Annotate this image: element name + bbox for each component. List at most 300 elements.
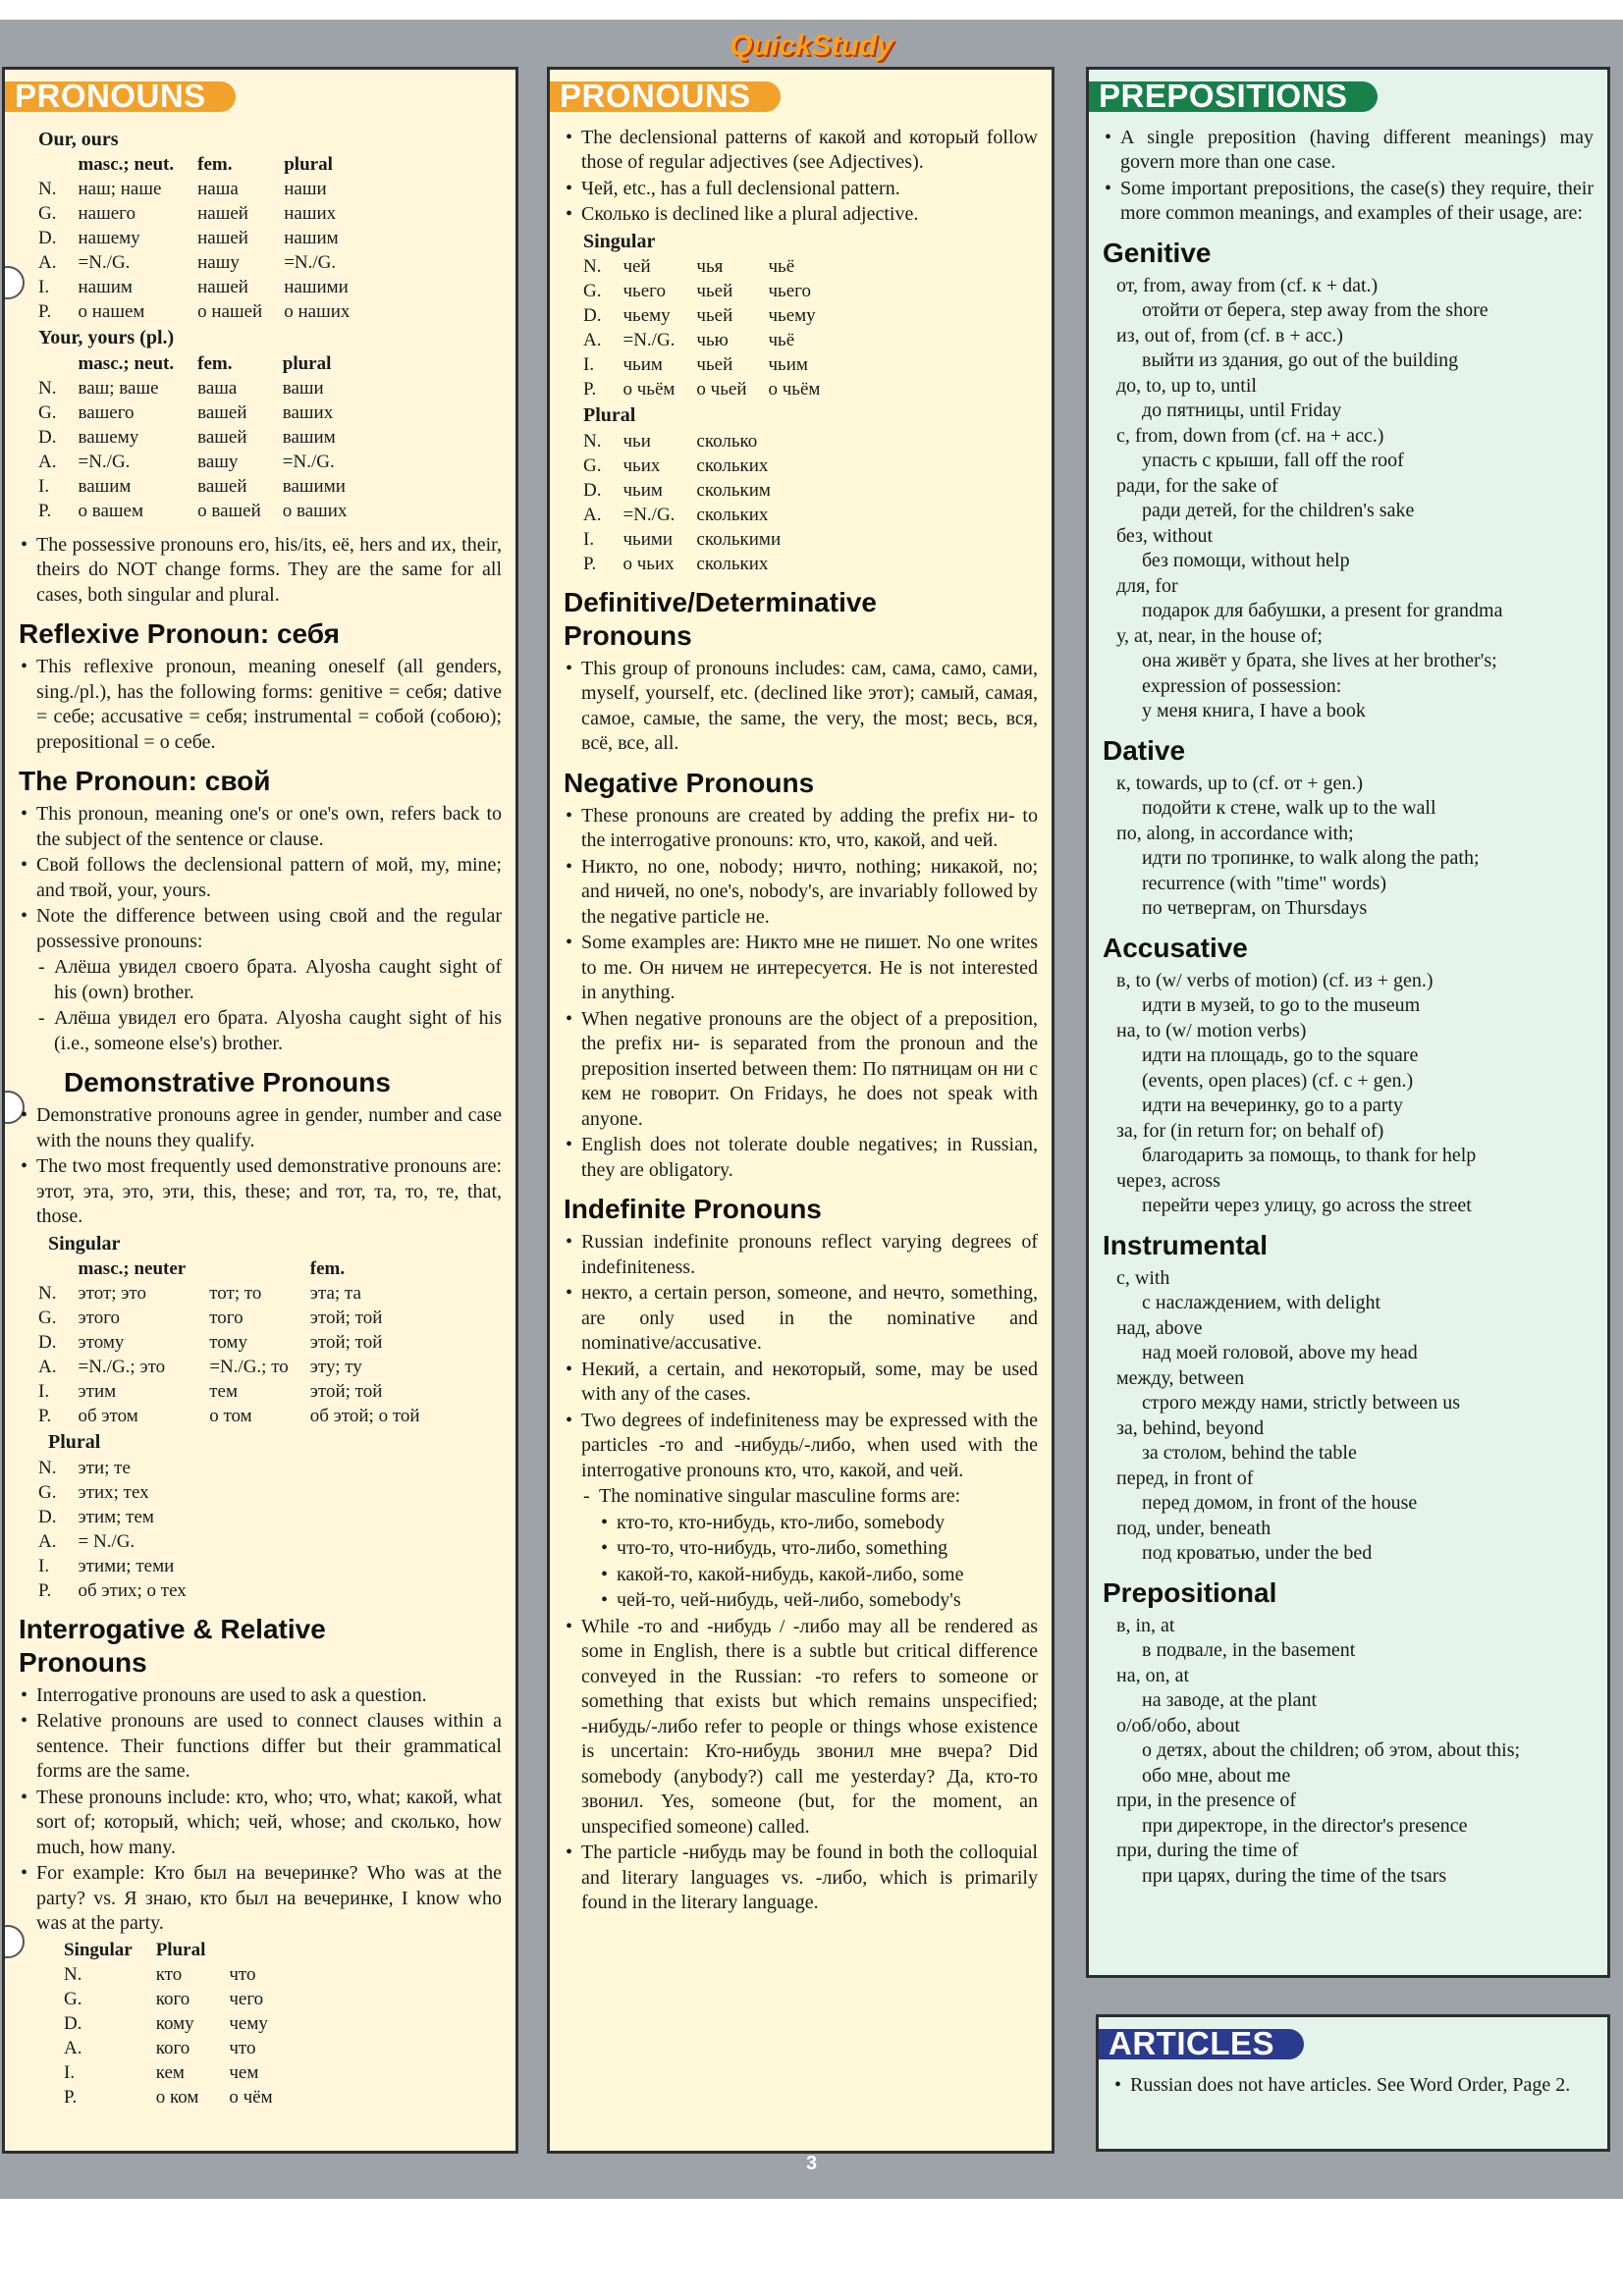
case-label: G. xyxy=(38,1481,57,1503)
case-label: N. xyxy=(38,1283,57,1304)
table-title: Your, yours (pl.) xyxy=(38,327,175,348)
table-row xyxy=(38,275,371,299)
case-label: G. xyxy=(583,281,602,301)
table-cell: о наших xyxy=(284,301,351,322)
preposition-entry xyxy=(1103,1839,1594,1889)
table-row xyxy=(38,1404,442,1428)
table-row xyxy=(38,425,368,450)
list-item: • These pronouns are created by adding the prefix ни- to the interrogative pronouns: кто, что, какой, and чей. xyxy=(564,804,1038,854)
preposition-meaning: по, along, in accordance with; xyxy=(1116,822,1354,844)
header-cell: Plural xyxy=(155,1939,206,1960)
section-heading: Instrumental xyxy=(1103,1229,1269,1260)
table-row xyxy=(38,1379,442,1404)
table-cell: тем xyxy=(209,1381,238,1402)
list-item: • Чей, etc., has a full declensional pattern. xyxy=(564,177,1038,202)
table-cell: чем xyxy=(229,2061,259,2083)
usage-example: упасть с крыши, fall off the roof xyxy=(1142,450,1404,471)
table-title: Plural xyxy=(48,1431,101,1453)
table-cell: чьими xyxy=(622,528,674,550)
instrumental-entries xyxy=(1103,1266,1594,1567)
preposition-entry xyxy=(1103,969,1594,1019)
table-cell: нашей xyxy=(197,228,248,248)
table-cell: нашего xyxy=(78,203,135,224)
preposition-entry xyxy=(1103,822,1594,922)
table-cell: кому xyxy=(155,2012,194,2034)
usage-example: за столом, behind the table xyxy=(1142,1442,1357,1464)
list-item: • некто, a certain person, someone, and нечто, something, are only used in the nominative and nominative/accusative. xyxy=(564,1281,1038,1357)
table-cell: чьим xyxy=(768,354,808,375)
table-cell: нашим xyxy=(284,228,339,248)
table-cell: чьего xyxy=(622,281,666,301)
usage-example: строго между нами, strictly between us xyxy=(1142,1392,1460,1414)
table-row xyxy=(38,1578,208,1603)
usage-example: она живёт у брата, she lives at her brother's; xyxy=(1142,650,1497,671)
table-cell: о том xyxy=(209,1406,252,1426)
usage-example: expression of possession: xyxy=(1142,674,1342,697)
case-label: D. xyxy=(38,1332,57,1353)
case-label: N. xyxy=(64,1963,82,1985)
page-number: 3 xyxy=(805,2153,818,2174)
case-label: A. xyxy=(583,504,602,525)
table-row xyxy=(64,2011,295,2036)
section-banner: PRONOUNS xyxy=(550,81,781,112)
section-heading: Negative Pronouns xyxy=(564,767,815,798)
section-heading: Genitive xyxy=(1103,237,1212,268)
table-cell: о нашем xyxy=(78,301,145,322)
preposition-entry xyxy=(1103,274,1594,324)
usage-example: у меня книга, I have a book xyxy=(1142,700,1366,721)
preposition-meaning: за, behind, beyond xyxy=(1116,1416,1265,1439)
case-label: P. xyxy=(38,1579,52,1601)
preposition-entry xyxy=(1103,574,1594,624)
table-cell: о чём xyxy=(229,2086,273,2108)
table-row xyxy=(583,377,841,401)
table-cell: об этой; о той xyxy=(309,1406,420,1426)
case-label: D. xyxy=(38,228,57,248)
dative-entries xyxy=(1103,772,1594,922)
preposition-entry xyxy=(1103,1664,1594,1714)
list-item: • Relative pronouns are used to connect clauses within a sentence. Their functions differ but their grammatical forms are the same. xyxy=(19,1709,502,1785)
table-cell: чьему xyxy=(622,305,671,326)
table-row xyxy=(583,429,802,454)
possessive-note: • The possessive pronouns его, his/its, её, hers and их, their, theirs do NOT change forms. They are the same for all cases, both singular and plural. xyxy=(19,533,502,609)
header-cell xyxy=(38,351,78,376)
table-cell: нашей xyxy=(197,203,248,224)
section-heading: Pronouns xyxy=(564,619,692,651)
case-label: N. xyxy=(583,430,602,452)
case-label: A. xyxy=(38,1357,57,1377)
table-cell: вашу xyxy=(197,451,239,472)
list-item: • Some examples are: Никто мне не пишет. No one writes to me. Он ничем не интересуется. He is not interested in anything. xyxy=(564,931,1038,1006)
table-row xyxy=(583,454,802,478)
genitive-entries xyxy=(1103,274,1594,724)
preposition-entry xyxy=(1103,374,1594,424)
preposition-entry xyxy=(1103,1019,1594,1119)
usage-example: под кроватью, under the bed xyxy=(1142,1542,1373,1564)
case-label: I. xyxy=(38,475,50,497)
case-label: A. xyxy=(583,330,602,350)
section-heading: Demonstrative Pronouns xyxy=(64,1067,391,1097)
usage-example: отойти от берега, step away from the shore xyxy=(1142,299,1488,321)
binder-hole xyxy=(2,266,25,299)
list-item: • чей-то, чей-нибудь, чей-либо, somebody's xyxy=(564,1588,1038,1614)
table-cell: этим; тем xyxy=(78,1506,154,1527)
case-label: N. xyxy=(38,377,57,399)
header-cell: masc.; neut. xyxy=(78,154,175,175)
table-cell: этот; это xyxy=(78,1283,146,1304)
list-item: • Interrogative pronouns are used to ask a question. xyxy=(19,1683,502,1709)
section-heading: Accusative xyxy=(1103,932,1248,963)
column-pronouns-2 xyxy=(547,67,1055,2154)
header-cell: plural xyxy=(284,154,333,175)
preposition-entry xyxy=(1103,1366,1594,1416)
preposition-meaning: из, out of, from (cf. в + acc.) xyxy=(1116,324,1343,347)
preposition-meaning: без, without xyxy=(1116,524,1214,547)
usage-example: идти в музей, to go to the museum xyxy=(1142,994,1421,1016)
table-cell: эту; ту xyxy=(309,1357,362,1377)
table-cell: о ком xyxy=(155,2086,199,2108)
table-cell: наши xyxy=(284,179,327,199)
case-label: G. xyxy=(64,1988,82,2009)
table-cell: вашей xyxy=(197,426,247,448)
table-cell: чьим xyxy=(622,354,663,375)
section-heading: Dative xyxy=(1103,734,1186,766)
table-cell: кем xyxy=(155,2061,185,2083)
case-label: D. xyxy=(583,305,602,326)
list-item: - Алёша увидел своего брата. Alyosha caught sight of his (own) brother. xyxy=(19,955,502,1005)
list-item: • A single preposition (having different meanings) may govern more than one case. xyxy=(1103,126,1594,176)
table-row xyxy=(38,376,368,400)
preposition-meaning: на, on, at xyxy=(1116,1664,1190,1686)
preposition-entry xyxy=(1103,1714,1594,1789)
section-banner: PREPOSITIONS xyxy=(1089,81,1378,112)
table-cell: о чьём xyxy=(768,379,821,400)
table-cell: нашими xyxy=(284,277,349,297)
table-row xyxy=(583,503,802,527)
accusative-entries xyxy=(1103,969,1594,1219)
usage-example: на заводе, at the plant xyxy=(1142,1689,1317,1711)
case-label: I. xyxy=(64,2061,76,2083)
preposition-meaning: между, between xyxy=(1116,1366,1245,1389)
table-cell: что xyxy=(229,2037,256,2058)
case-label: I. xyxy=(38,1555,50,1576)
header-cell: masc.; neuter xyxy=(78,1258,187,1279)
list-item: • English does not tolerate double negatives; in Russian, they are obligatory. xyxy=(564,1133,1038,1183)
table-cell: чьё xyxy=(768,330,795,350)
table-cell: нашим xyxy=(78,277,133,297)
list-item: • Свой follows the declensional pattern of мой, my, mine; and твой, your, yours. xyxy=(19,853,502,903)
table-row xyxy=(38,1480,208,1505)
table-cell: =N./G. xyxy=(78,252,131,273)
preposition-meaning: от, from, away from (cf. к + dat.) xyxy=(1116,274,1379,296)
reflexive-text: • This reflexive pronoun, meaning oneself (all genders, sing./pl.), has the following forms: genitive = себя; dative = себе; accusative = себя; instrumental = собой (собою); prepositional = о себе. xyxy=(19,655,502,755)
table-row xyxy=(583,527,802,552)
table-row xyxy=(38,177,371,201)
usage-example: (events, open places) (cf. с + gen.) xyxy=(1142,1069,1414,1092)
demonstrative-singular-table xyxy=(38,1256,442,1428)
preposition-entry xyxy=(1103,1416,1594,1467)
table-cell: =N./G. xyxy=(622,330,676,350)
list-item: • When negative pronouns are the object of a preposition, the prefix ни- is separated from the pronoun and the preposition inserted between them: По пятницам он ни с кем не говорит. On Fridays, he does not speak with anyone. xyxy=(564,1007,1038,1133)
table-cell: чьи xyxy=(622,430,651,452)
table-title: Our, ours xyxy=(38,128,119,150)
preposition-meaning: на, to (w/ motion verbs) xyxy=(1116,1019,1307,1041)
preposition-meaning: ради, for the sake of xyxy=(1116,474,1278,497)
usage-example: выйти из здания, go out of the building xyxy=(1142,349,1459,371)
table-row xyxy=(38,250,371,275)
table-row xyxy=(38,474,368,499)
table-header-row xyxy=(38,152,371,177)
table-title: Singular xyxy=(583,230,656,252)
list-item: • This group of pronouns includes: сам, сама, само, сами, myself, yourself, etc. (declined like этот); самый, самая, самое, самые, the same, the very, the most; весь, вся, всё, все, all. xyxy=(564,657,1038,757)
case-label: G. xyxy=(38,401,57,423)
usage-example: благодарить за помощь, to thank for help xyxy=(1142,1145,1477,1166)
preposition-meaning: у, at, near, in the house of; xyxy=(1116,624,1323,647)
table-cell: чьей xyxy=(696,305,733,326)
table-row xyxy=(38,1281,442,1306)
case-label: D. xyxy=(38,426,57,448)
preposition-meaning: в, to (w/ verbs of motion) (cf. из + gen.) xyxy=(1116,969,1434,991)
table-row xyxy=(583,279,841,303)
list-item: • Note the difference between using свой and the regular possessive pronouns: xyxy=(19,904,502,954)
table-cell: =N./G.; то xyxy=(209,1357,289,1377)
table-cell: о чьём xyxy=(622,379,676,400)
table-row xyxy=(38,400,368,425)
table-cell: этой; той xyxy=(309,1381,383,1402)
table-cell: ваши xyxy=(282,377,324,399)
case-label: A. xyxy=(38,252,57,273)
your-declension-table xyxy=(38,351,368,523)
table-cell: чьей xyxy=(696,354,733,375)
table-cell: =N./G. xyxy=(284,252,337,273)
list-item: • какой-то, какой-нибудь, какой-либо, some xyxy=(564,1563,1038,1588)
preposition-meaning: до, to, up to, until xyxy=(1116,374,1257,397)
preposition-entry xyxy=(1103,624,1594,724)
header-cell: fem. xyxy=(197,154,233,175)
table-row xyxy=(64,1962,295,1987)
preposition-meaning: к, towards, up to (cf. от + gen.) xyxy=(1116,772,1364,794)
list-item: • This pronoun, meaning one's or one's own, refers back to the subject of the sentence or clause. xyxy=(19,802,502,852)
usage-example: ради детей, for the children's sake xyxy=(1142,500,1415,521)
list-item: • The declensional patterns of какой and который follow those of regular adjectives (see Adjectives). xyxy=(564,126,1038,176)
header-cell xyxy=(38,1256,78,1281)
table-cell: эта; та xyxy=(309,1283,361,1304)
usage-example: над моей головой, above my head xyxy=(1142,1342,1418,1363)
preposition-entry xyxy=(1103,772,1594,822)
table-row xyxy=(38,1306,442,1330)
case-label: D. xyxy=(583,479,602,501)
table-cell: нашему xyxy=(78,228,140,248)
preposition-entry xyxy=(1103,1517,1594,1567)
table-cell: =N./G.; это xyxy=(78,1357,166,1377)
table-row xyxy=(583,478,802,503)
case-label: D. xyxy=(64,2012,82,2034)
preposition-entry xyxy=(1103,1789,1594,1839)
header-cell: fem. xyxy=(309,1258,346,1279)
table-row xyxy=(38,1355,442,1379)
table-cell: вашим xyxy=(282,426,336,448)
table-cell: этим xyxy=(78,1381,117,1402)
preposition-meaning: за, for (in return for; on behalf of) xyxy=(1116,1119,1384,1142)
usage-example: обо мне, about me xyxy=(1142,1764,1291,1787)
table-cell: кто xyxy=(155,1963,183,1985)
usage-example: в подвале, in the basement xyxy=(1142,1639,1356,1661)
usage-example: идти на площадь, go to the square xyxy=(1142,1044,1419,1066)
usage-example: идти по тропинке, to walk along the path; xyxy=(1142,847,1480,869)
table-cell: этому xyxy=(78,1332,125,1353)
preposition-entry xyxy=(1103,324,1594,374)
header-cell: fem. xyxy=(197,352,233,374)
list-item: • Demonstrative pronouns agree in gender, number and case with the nouns they qualify. xyxy=(19,1103,502,1153)
usage-example: подарок для бабушки, a present for grandma xyxy=(1142,600,1503,621)
svoy-list xyxy=(19,802,502,1056)
table-cell: нашей xyxy=(197,277,248,297)
table-row xyxy=(64,2085,295,2109)
table-cell: о чьих xyxy=(622,553,675,574)
case-label: I. xyxy=(38,1381,50,1402)
table-cell: скольких xyxy=(696,454,769,476)
usage-example: по четвергам, on Thursdays xyxy=(1142,897,1368,919)
section-banner: ARTICLES xyxy=(1099,2029,1304,2059)
list-item: - Алёша увидел его брата. Alyosha caught sight of his (i.e., someone else's) brother. xyxy=(19,1006,502,1056)
preposition-entry xyxy=(1103,1614,1594,1664)
demonstrative-plural-table xyxy=(38,1456,208,1603)
table-row xyxy=(583,254,841,279)
usage-example: идти на вечеринку, go to a party xyxy=(1142,1095,1403,1116)
header-cell: masc.; neut. xyxy=(78,352,175,374)
preposition-entry xyxy=(1103,524,1594,574)
table-cell: вашей xyxy=(197,401,247,423)
table-header-row xyxy=(64,1938,295,1962)
table-cell: сколькими xyxy=(696,528,782,550)
preposition-meaning: в, in, at xyxy=(1116,1614,1175,1636)
case-label: P. xyxy=(38,500,52,521)
usage-example: перейти через улицу, go across the street xyxy=(1142,1195,1472,1216)
table-cell: ваших xyxy=(282,401,334,423)
chei-plural-table xyxy=(583,429,802,576)
chei-singular-table xyxy=(583,254,841,401)
preposition-entry xyxy=(1103,1169,1594,1219)
table-row xyxy=(64,2036,295,2060)
table-cell: этого xyxy=(78,1308,121,1328)
case-label: P. xyxy=(38,301,52,322)
table-cell: =N./G. xyxy=(622,504,676,525)
list-item: • Сколько is declined like a plural adjective. xyxy=(564,202,1038,228)
case-label: P. xyxy=(583,553,597,574)
section-heading: Prepositional xyxy=(1103,1576,1277,1608)
table-cell: чьей xyxy=(696,281,733,301)
usage-example: без помощи, without help xyxy=(1142,550,1350,571)
header-cell: Singular xyxy=(64,1939,133,1960)
table-cell: о нашей xyxy=(197,301,263,322)
preposition-meaning: о/об/обо, about xyxy=(1116,1714,1240,1736)
case-label: I. xyxy=(38,277,50,297)
table-row xyxy=(583,552,802,576)
table-header-row xyxy=(38,351,368,376)
table-cell: этих; тех xyxy=(78,1481,149,1503)
preposition-entry xyxy=(1103,1467,1594,1517)
case-label: A. xyxy=(38,451,57,472)
column-prepositions xyxy=(1086,67,1610,1978)
case-label: G. xyxy=(38,1308,57,1328)
table-cell: вашей xyxy=(197,475,247,497)
preposition-entry xyxy=(1103,424,1594,474)
table-cell: вашим xyxy=(78,475,132,497)
table-cell: тому xyxy=(209,1332,247,1353)
table-cell: об этих; о тех xyxy=(78,1579,187,1601)
table-row xyxy=(583,352,841,377)
table-cell: = N./G. xyxy=(78,1530,135,1552)
table-cell: ваш; ваше xyxy=(78,377,159,399)
usage-example: recurrence (with "time" words) xyxy=(1142,872,1387,894)
header-cell: plural xyxy=(282,352,332,374)
case-label: G. xyxy=(38,203,57,224)
table-row xyxy=(583,328,841,352)
table-cell: чей xyxy=(622,256,651,277)
section-heading: Reflexive Pronoun: себя xyxy=(19,618,340,649)
usage-example: при директоре, in the director's presence xyxy=(1142,1814,1468,1837)
articles-text: • Russian does not have articles. See Word Order, Page 2. xyxy=(1112,2073,1594,2099)
case-label: N. xyxy=(38,179,57,199)
usage-example: при царях, during the time of the tsars xyxy=(1142,1864,1447,1887)
table-cell: чьих xyxy=(622,454,661,476)
case-label: A. xyxy=(64,2037,82,2058)
table-cell: того xyxy=(209,1308,243,1328)
usage-example: подойти к стене, walk up to the wall xyxy=(1142,797,1436,819)
table-cell: об этом xyxy=(78,1406,138,1426)
table-row xyxy=(38,1456,208,1480)
table-cell: о чьей xyxy=(696,379,747,400)
case-label: P. xyxy=(64,2086,78,2108)
section-heading: The Pronoun: свой xyxy=(19,766,271,796)
table-cell: вашими xyxy=(282,475,346,497)
list-item: • что-то, что-нибудь, что-либо, something xyxy=(564,1536,1038,1562)
case-label: D. xyxy=(38,1506,57,1527)
table-cell: нашу xyxy=(197,252,240,273)
table-cell: о ваших xyxy=(282,500,348,521)
case-label: I. xyxy=(583,354,595,375)
table-row xyxy=(38,201,371,226)
table-cell: вашему xyxy=(78,426,139,448)
table-title: Plural xyxy=(583,404,636,426)
table-cell: наш; наше xyxy=(78,179,162,199)
list-item: • For example: Кто был на вечеринке? Who was at the party? vs. Я знаю, кто был на вечеринке, I know who was at the party. xyxy=(19,1861,502,1937)
table-cell: =N./G. xyxy=(78,451,131,472)
usage-example: до пятницы, until Friday xyxy=(1142,400,1342,421)
table-row xyxy=(38,226,371,250)
usage-example: с наслаждением, with delight xyxy=(1142,1292,1381,1313)
table-cell: =N./G. xyxy=(282,451,335,472)
table-cell: скольким xyxy=(696,479,771,501)
table-cell: чья xyxy=(696,256,724,277)
header-cell xyxy=(209,1256,310,1281)
list-item: • While -то and -нибудь / -либо may all be rendered as some in English, there is a subtle but critical difference conveyed in the Russian: -то refers to someone or something that exists but which remains unspecified; -нибудь/-либо refer to people or things whose existence is uncertain: Кто-нибудь звонил мне вчера? Did somebody (anybody?) call me yesterday? Да, кто-то звонил. Yes, someone (but, for the moment, an unspecified someone) called. xyxy=(564,1615,1038,1841)
case-label: G. xyxy=(583,454,602,476)
table-row xyxy=(38,499,368,523)
table-row xyxy=(64,1987,295,2011)
case-label: I. xyxy=(583,528,595,550)
table-cell: вашего xyxy=(78,401,135,423)
table-cell: этой; той xyxy=(309,1332,383,1353)
table-row xyxy=(583,303,841,328)
table-cell: скольких xyxy=(696,553,769,574)
case-label: P. xyxy=(38,1406,52,1426)
preposition-meaning: перед, in front of xyxy=(1116,1467,1254,1489)
section-banner: PRONOUNS xyxy=(5,81,236,112)
list-item: • Некий, a certain, and некоторый, some, may be used with any of the cases. xyxy=(564,1358,1038,1408)
interrogative-table xyxy=(64,1938,295,2109)
table-cell: чьё xyxy=(768,256,795,277)
